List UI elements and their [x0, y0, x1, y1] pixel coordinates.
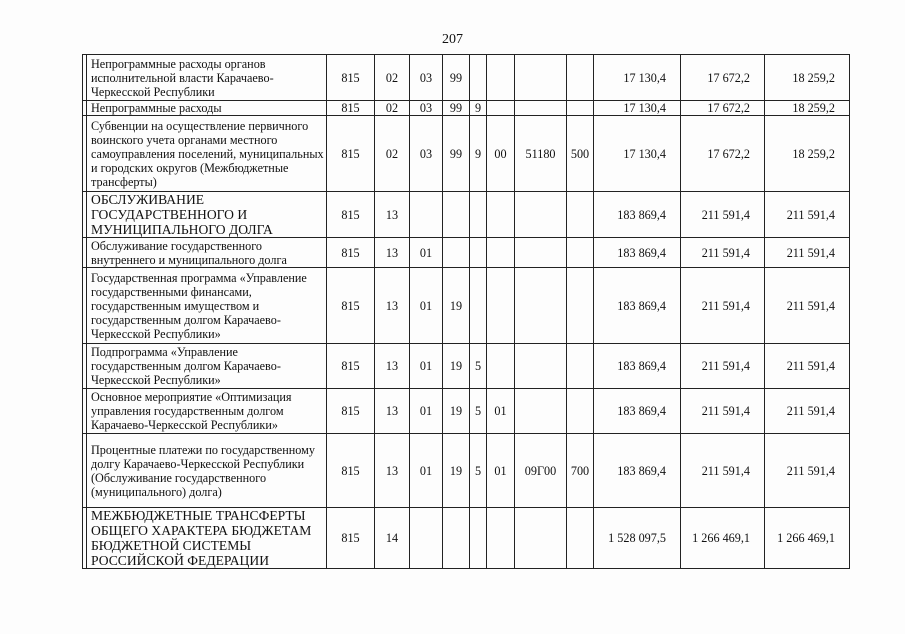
- amount-year2-cell: 17 672,2: [681, 116, 765, 192]
- admin-code-cell: 815: [327, 55, 375, 101]
- budget-table: [82, 54, 850, 569]
- event-cell: 01: [487, 389, 515, 434]
- table-row: [83, 434, 850, 508]
- expense-type-cell: [567, 389, 594, 434]
- direction-cell: 09Г00: [515, 434, 567, 508]
- admin-code-cell: 815: [327, 101, 375, 116]
- direction-cell: [515, 101, 567, 116]
- direction-cell: [515, 238, 567, 268]
- direction-cell: [515, 55, 567, 101]
- section-cell: 13: [375, 268, 410, 344]
- program-cell: 19: [443, 344, 470, 389]
- table-row: [83, 192, 850, 238]
- table-row: [83, 344, 850, 389]
- row-name-cell: Подпрограмма «Управление государственным долгом Карачаево-Черкесской Республики»: [87, 344, 327, 389]
- program-cell: 99: [443, 55, 470, 101]
- amount-year1-cell: 183 869,4: [594, 344, 681, 389]
- admin-code-cell: 815: [327, 238, 375, 268]
- event-cell: 00: [487, 116, 515, 192]
- amount-year2-cell: 211 591,4: [681, 192, 765, 238]
- event-cell: [487, 101, 515, 116]
- event-cell: [487, 344, 515, 389]
- row-name-cell: Государственная программа «Управление государственными финансами, государственным имуществом и государственным долгом Карачаево-Черкесской Республики»: [87, 268, 327, 344]
- subsection-cell: 01: [410, 389, 443, 434]
- section-cell: 13: [375, 389, 410, 434]
- amount-year2-cell: 1 266 469,1: [681, 508, 765, 569]
- expense-type-cell: 500: [567, 116, 594, 192]
- row-name-cell: Непрограммные расходы органов исполнительной власти Карачаево-Черкесской Республики: [87, 55, 327, 101]
- subsection-cell: 03: [410, 55, 443, 101]
- direction-cell: [515, 508, 567, 569]
- expense-type-cell: [567, 508, 594, 569]
- row-name-cell: Непрограммные расходы: [87, 101, 327, 116]
- subsection-cell: 03: [410, 101, 443, 116]
- expense-type-cell: [567, 101, 594, 116]
- amount-year3-cell: 211 591,4: [765, 389, 850, 434]
- amount-year2-cell: 211 591,4: [681, 389, 765, 434]
- event-cell: [487, 192, 515, 238]
- program-cell: [443, 508, 470, 569]
- subsection-cell: 03: [410, 116, 443, 192]
- subsection-cell: [410, 192, 443, 238]
- program-cell: [443, 238, 470, 268]
- expense-type-cell: [567, 238, 594, 268]
- program-cell: [443, 192, 470, 238]
- subprogram-cell: [470, 268, 487, 344]
- row-name-cell: Процентные платежи по государственному долгу Карачаево-Черкесской Республики (Обслуживание государственного (муниципального) долга): [87, 434, 327, 508]
- expense-type-cell: [567, 55, 594, 101]
- admin-code-cell: 815: [327, 192, 375, 238]
- event-cell: [487, 238, 515, 268]
- admin-code-cell: 815: [327, 389, 375, 434]
- row-name-cell: ОБСЛУЖИВАНИЕ ГОСУДАРСТВЕННОГО И МУНИЦИПАЛЬНОГО ДОЛГА: [87, 192, 327, 238]
- amount-year2-cell: 211 591,4: [681, 268, 765, 344]
- event-cell: [487, 268, 515, 344]
- amount-year3-cell: 211 591,4: [765, 192, 850, 238]
- subprogram-cell: [470, 192, 487, 238]
- amount-year3-cell: 211 591,4: [765, 344, 850, 389]
- event-cell: [487, 508, 515, 569]
- table-row: [83, 268, 850, 344]
- amount-year1-cell: 17 130,4: [594, 116, 681, 192]
- amount-year1-cell: 1 528 097,5: [594, 508, 681, 569]
- row-name-cell: Субвенции на осуществление первичного воинского учета органами местного самоуправления поселений, муниципальных и городских округов (Межбюджетные трансферты): [87, 116, 327, 192]
- subsection-cell: 01: [410, 344, 443, 389]
- table-row: [83, 116, 850, 192]
- row-name-cell: МЕЖБЮДЖЕТНЫЕ ТРАНСФЕРТЫ ОБЩЕГО ХАРАКТЕРА БЮДЖЕТАМ БЮДЖЕТНОЙ СИСТЕМЫ РОССИЙСКОЙ ФЕДЕРАЦИИ: [87, 508, 327, 569]
- subprogram-cell: [470, 508, 487, 569]
- amount-year1-cell: 183 869,4: [594, 192, 681, 238]
- amount-year2-cell: 17 672,2: [681, 55, 765, 101]
- admin-code-cell: 815: [327, 434, 375, 508]
- amount-year3-cell: 211 591,4: [765, 434, 850, 508]
- table-row: [83, 238, 850, 268]
- subsection-cell: [410, 508, 443, 569]
- table-row: [83, 508, 850, 569]
- event-cell: 01: [487, 434, 515, 508]
- program-cell: 99: [443, 116, 470, 192]
- amount-year3-cell: 18 259,2: [765, 116, 850, 192]
- program-cell: 19: [443, 434, 470, 508]
- direction-cell: 51180: [515, 116, 567, 192]
- direction-cell: [515, 389, 567, 434]
- program-cell: 19: [443, 268, 470, 344]
- amount-year1-cell: 17 130,4: [594, 101, 681, 116]
- subprogram-cell: 5: [470, 389, 487, 434]
- admin-code-cell: 815: [327, 344, 375, 389]
- amount-year1-cell: 183 869,4: [594, 268, 681, 344]
- row-name-cell: Обслуживание государственного внутреннего и муниципального долга: [87, 238, 327, 268]
- section-cell: 14: [375, 508, 410, 569]
- subprogram-cell: [470, 55, 487, 101]
- amount-year1-cell: 17 130,4: [594, 55, 681, 101]
- admin-code-cell: 815: [327, 268, 375, 344]
- admin-code-cell: 815: [327, 508, 375, 569]
- expense-type-cell: [567, 268, 594, 344]
- amount-year3-cell: 18 259,2: [765, 101, 850, 116]
- subprogram-cell: 9: [470, 101, 487, 116]
- table-row: [83, 389, 850, 434]
- subsection-cell: 01: [410, 434, 443, 508]
- program-cell: 19: [443, 389, 470, 434]
- amount-year2-cell: 17 672,2: [681, 101, 765, 116]
- expense-type-cell: 700: [567, 434, 594, 508]
- page-number: 207: [442, 32, 463, 47]
- direction-cell: [515, 192, 567, 238]
- amount-year1-cell: 183 869,4: [594, 238, 681, 268]
- subprogram-cell: 5: [470, 344, 487, 389]
- expense-type-cell: [567, 344, 594, 389]
- row-name-cell: Основное мероприятие «Оптимизация управления государственным долгом Карачаево-Черкесской Республики»: [87, 389, 327, 434]
- event-cell: [487, 55, 515, 101]
- program-cell: 99: [443, 101, 470, 116]
- direction-cell: [515, 268, 567, 344]
- subprogram-cell: 5: [470, 434, 487, 508]
- subprogram-cell: [470, 238, 487, 268]
- amount-year2-cell: 211 591,4: [681, 238, 765, 268]
- section-cell: 13: [375, 344, 410, 389]
- section-cell: 13: [375, 238, 410, 268]
- amount-year3-cell: 211 591,4: [765, 238, 850, 268]
- table-row: [83, 101, 850, 116]
- subsection-cell: 01: [410, 238, 443, 268]
- amount-year3-cell: 1 266 469,1: [765, 508, 850, 569]
- amount-year3-cell: 18 259,2: [765, 55, 850, 101]
- direction-cell: [515, 344, 567, 389]
- expense-type-cell: [567, 192, 594, 238]
- section-cell: 02: [375, 101, 410, 116]
- amount-year2-cell: 211 591,4: [681, 344, 765, 389]
- table-row: [83, 55, 850, 101]
- section-cell: 13: [375, 434, 410, 508]
- subprogram-cell: 9: [470, 116, 487, 192]
- amount-year2-cell: 211 591,4: [681, 434, 765, 508]
- subsection-cell: 01: [410, 268, 443, 344]
- amount-year1-cell: 183 869,4: [594, 434, 681, 508]
- amount-year1-cell: 183 869,4: [594, 389, 681, 434]
- section-cell: 02: [375, 116, 410, 192]
- section-cell: 02: [375, 55, 410, 101]
- amount-year3-cell: 211 591,4: [765, 268, 850, 344]
- admin-code-cell: 815: [327, 116, 375, 192]
- section-cell: 13: [375, 192, 410, 238]
